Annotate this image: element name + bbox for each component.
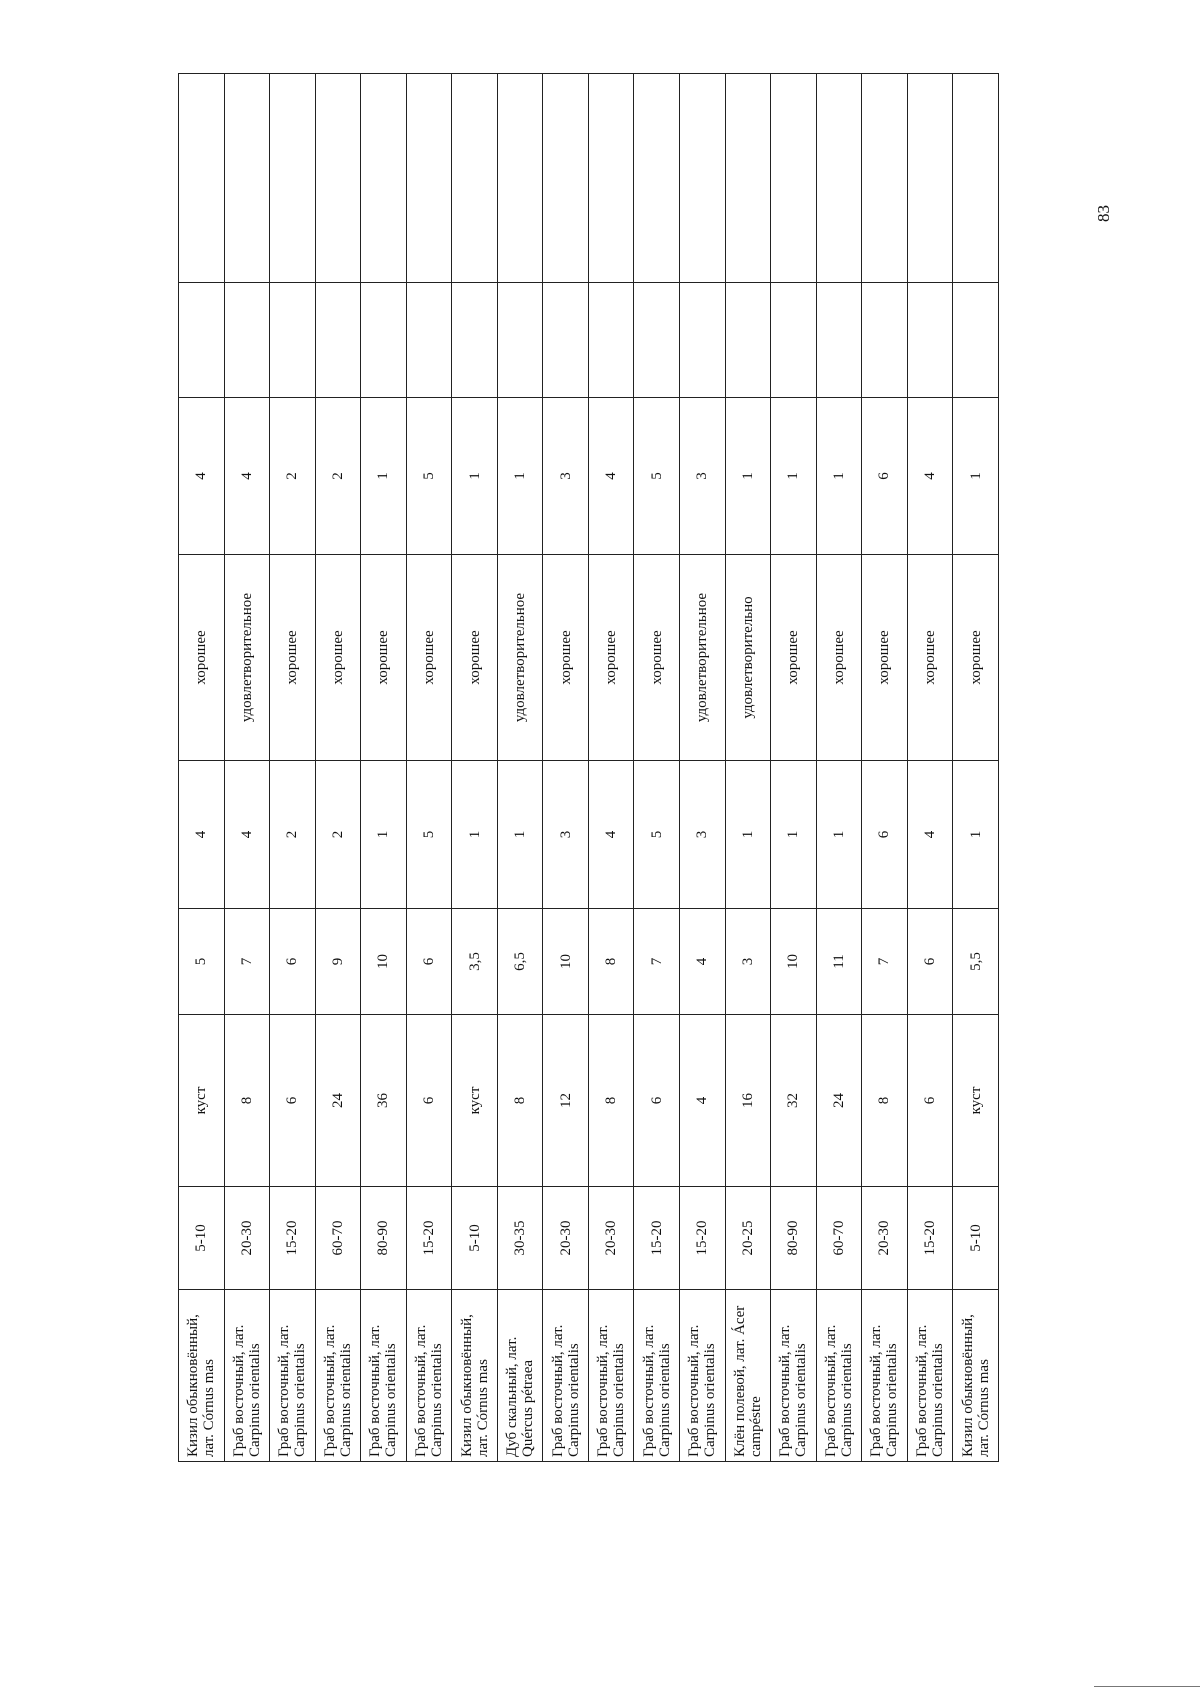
age-cell: 15-20 <box>680 1187 726 1290</box>
diameter-cell: куст <box>179 1015 225 1187</box>
height-cell: 3,5 <box>452 909 498 1015</box>
count-cell: 4 <box>224 761 270 909</box>
age-cell: 15-20 <box>634 1187 680 1290</box>
quantity-cell: 4 <box>907 398 953 555</box>
age-cell: 30-35 <box>497 1187 543 1290</box>
quantity-cell: 1 <box>816 398 862 555</box>
empty-cell-b <box>543 74 589 283</box>
diameter-cell: 36 <box>361 1015 407 1187</box>
count-cell: 3 <box>680 761 726 909</box>
quantity-cell: 3 <box>543 398 589 555</box>
empty-cell-b <box>680 74 726 283</box>
condition-cell: хорошее <box>953 555 999 761</box>
age-cell: 80-90 <box>771 1187 817 1290</box>
diameter-cell: 32 <box>771 1015 817 1187</box>
count-cell: 5 <box>634 761 680 909</box>
age-cell: 20-25 <box>725 1187 771 1290</box>
quantity-cell: 4 <box>588 398 634 555</box>
species-name-cell: Кизил обыкновённый, лат. Córnus mas <box>179 1290 225 1462</box>
quantity-cell: 5 <box>634 398 680 555</box>
empty-cell-a <box>907 283 953 398</box>
empty-cell-a <box>771 283 817 398</box>
count-cell: 2 <box>315 761 361 909</box>
age-cell: 15-20 <box>406 1187 452 1290</box>
age-cell: 5-10 <box>179 1187 225 1290</box>
quantity-cell: 1 <box>771 398 817 555</box>
diameter-cell: 24 <box>816 1015 862 1187</box>
quantity-cell: 1 <box>497 398 543 555</box>
empty-cell-b <box>588 74 634 283</box>
table-row <box>543 74 589 1462</box>
species-name-cell: Граб восточный, лат. Carpinus orientalis <box>315 1290 361 1462</box>
height-cell: 10 <box>771 909 817 1015</box>
age-cell: 20-30 <box>588 1187 634 1290</box>
height-cell: 6 <box>406 909 452 1015</box>
empty-cell-b <box>816 74 862 283</box>
diameter-cell: 8 <box>224 1015 270 1187</box>
empty-cell-a <box>179 283 225 398</box>
empty-cell-b <box>497 74 543 283</box>
quantity-cell: 1 <box>725 398 771 555</box>
diameter-cell: куст <box>452 1015 498 1187</box>
quantity-cell: 3 <box>680 398 726 555</box>
table-row <box>315 74 361 1462</box>
table-row <box>588 74 634 1462</box>
condition-cell: удовлетворительное <box>680 555 726 761</box>
quantity-cell: 4 <box>224 398 270 555</box>
count-cell: 1 <box>771 761 817 909</box>
height-cell: 7 <box>862 909 908 1015</box>
empty-cell-b <box>634 74 680 283</box>
table-row <box>270 74 316 1462</box>
age-cell: 80-90 <box>361 1187 407 1290</box>
quantity-cell: 1 <box>452 398 498 555</box>
height-cell: 11 <box>816 909 862 1015</box>
empty-cell-a <box>816 283 862 398</box>
diameter-cell: 24 <box>315 1015 361 1187</box>
empty-cell-a <box>588 283 634 398</box>
condition-cell: удовлетворительно <box>725 555 771 761</box>
empty-cell-a <box>497 283 543 398</box>
quantity-cell: 6 <box>862 398 908 555</box>
diameter-cell: 6 <box>406 1015 452 1187</box>
diameter-cell: 16 <box>725 1015 771 1187</box>
empty-cell-a <box>270 283 316 398</box>
count-cell: 4 <box>179 761 225 909</box>
table-row <box>224 74 270 1462</box>
empty-cell-b <box>224 74 270 283</box>
condition-cell: хорошее <box>452 555 498 761</box>
count-cell: 1 <box>361 761 407 909</box>
quantity-cell: 2 <box>315 398 361 555</box>
diameter-cell: 8 <box>588 1015 634 1187</box>
diameter-cell: 6 <box>270 1015 316 1187</box>
species-name-cell: Граб восточный, лат. Carpinus orientalis <box>361 1290 407 1462</box>
empty-cell-b <box>771 74 817 283</box>
rotated-page-content <box>178 74 1113 1462</box>
diameter-cell: 12 <box>543 1015 589 1187</box>
height-cell: 3 <box>725 909 771 1015</box>
species-name-cell: Граб восточный, лат. Carpinus orientalis <box>543 1290 589 1462</box>
age-cell: 20-30 <box>224 1187 270 1290</box>
table-row <box>771 74 817 1462</box>
count-cell: 1 <box>953 761 999 909</box>
condition-cell: хорошее <box>179 555 225 761</box>
diameter-cell: 6 <box>634 1015 680 1187</box>
empty-cell-a <box>406 283 452 398</box>
table-row <box>680 74 726 1462</box>
species-name-cell: Граб восточный, лат. Carpinus orientalis <box>270 1290 316 1462</box>
height-cell: 8 <box>588 909 634 1015</box>
empty-cell-a <box>725 283 771 398</box>
count-cell: 1 <box>452 761 498 909</box>
scan-edge-line <box>1094 1686 1200 1687</box>
empty-cell-b <box>452 74 498 283</box>
page-number: 83 <box>1094 205 1113 222</box>
condition-cell: удовлетворительное <box>224 555 270 761</box>
table-row <box>406 74 452 1462</box>
age-cell: 5-10 <box>452 1187 498 1290</box>
species-name-cell: Граб восточный, лат. Carpinus orientalis <box>634 1290 680 1462</box>
condition-cell: хорошее <box>543 555 589 761</box>
height-cell: 6 <box>270 909 316 1015</box>
condition-cell: хорошее <box>862 555 908 761</box>
count-cell: 1 <box>816 761 862 909</box>
age-cell: 20-30 <box>862 1187 908 1290</box>
age-cell: 60-70 <box>816 1187 862 1290</box>
condition-cell: удовлетворительное <box>497 555 543 761</box>
empty-cell-b <box>725 74 771 283</box>
empty-cell-a <box>224 283 270 398</box>
height-cell: 7 <box>634 909 680 1015</box>
diameter-cell: 8 <box>862 1015 908 1187</box>
condition-cell: хорошее <box>907 555 953 761</box>
empty-cell-b <box>361 74 407 283</box>
age-cell: 20-30 <box>543 1187 589 1290</box>
count-cell: 6 <box>862 761 908 909</box>
species-name-cell: Кизил обыкновённый, лат. Córnus mas <box>452 1290 498 1462</box>
height-cell: 6 <box>907 909 953 1015</box>
height-cell: 9 <box>315 909 361 1015</box>
quantity-cell: 1 <box>953 398 999 555</box>
height-cell: 10 <box>543 909 589 1015</box>
count-cell: 1 <box>497 761 543 909</box>
diameter-cell: 4 <box>680 1015 726 1187</box>
count-cell: 3 <box>543 761 589 909</box>
quantity-cell: 2 <box>270 398 316 555</box>
table-row <box>953 74 999 1462</box>
species-name-cell: Граб восточный, лат. Carpinus orientalis <box>680 1290 726 1462</box>
age-cell: 15-20 <box>907 1187 953 1290</box>
quantity-cell: 4 <box>179 398 225 555</box>
count-cell: 1 <box>725 761 771 909</box>
condition-cell: хорошее <box>771 555 817 761</box>
diameter-cell: куст <box>953 1015 999 1187</box>
empty-cell-a <box>634 283 680 398</box>
empty-cell-b <box>953 74 999 283</box>
count-cell: 4 <box>907 761 953 909</box>
count-cell: 2 <box>270 761 316 909</box>
species-name-cell: Граб восточный, лат. Carpinus orientalis <box>406 1290 452 1462</box>
condition-cell: хорошее <box>315 555 361 761</box>
species-name-cell: Кизил обыкновённый, лат. Córnus mas <box>953 1290 999 1462</box>
table-row <box>361 74 407 1462</box>
height-cell: 5,5 <box>953 909 999 1015</box>
table-row <box>816 74 862 1462</box>
empty-cell-a <box>862 283 908 398</box>
condition-cell: хорошее <box>361 555 407 761</box>
height-cell: 5 <box>179 909 225 1015</box>
height-cell: 7 <box>224 909 270 1015</box>
empty-cell-b <box>315 74 361 283</box>
height-cell: 6,5 <box>497 909 543 1015</box>
table-row <box>452 74 498 1462</box>
empty-cell-b <box>907 74 953 283</box>
height-cell: 4 <box>680 909 726 1015</box>
condition-cell: хорошее <box>270 555 316 761</box>
table-row <box>862 74 908 1462</box>
species-name-cell: Граб восточный, лат. Carpinus orientalis <box>588 1290 634 1462</box>
species-name-cell: Граб восточный, лат. Carpinus orientalis <box>816 1290 862 1462</box>
age-cell: 15-20 <box>270 1187 316 1290</box>
count-cell: 4 <box>588 761 634 909</box>
empty-cell-a <box>315 283 361 398</box>
count-cell: 5 <box>406 761 452 909</box>
empty-cell-a <box>361 283 407 398</box>
species-name-cell: Граб восточный, лат. Carpinus orientalis <box>224 1290 270 1462</box>
condition-cell: хорошее <box>816 555 862 761</box>
species-name-cell: Клён полевой, лат. Ácer campéstre <box>725 1290 771 1462</box>
quantity-cell: 1 <box>361 398 407 555</box>
age-cell: 60-70 <box>315 1187 361 1290</box>
empty-cell-a <box>680 283 726 398</box>
table-row <box>907 74 953 1462</box>
species-name-cell: Дуб скальный, лат. Quércus pétraea <box>497 1290 543 1462</box>
table-row <box>725 74 771 1462</box>
diameter-cell: 6 <box>907 1015 953 1187</box>
condition-cell: хорошее <box>634 555 680 761</box>
species-name-cell: Граб восточный, лат. Carpinus orientalis <box>771 1290 817 1462</box>
diameter-cell: 8 <box>497 1015 543 1187</box>
height-cell: 10 <box>361 909 407 1015</box>
table-row <box>497 74 543 1462</box>
quantity-cell: 5 <box>406 398 452 555</box>
table-body <box>179 74 999 1462</box>
table-row <box>634 74 680 1462</box>
empty-cell-b <box>862 74 908 283</box>
age-cell: 5-10 <box>953 1187 999 1290</box>
tree-inventory-table <box>178 73 999 1462</box>
empty-cell-b <box>179 74 225 283</box>
table-row <box>179 74 225 1462</box>
condition-cell: хорошее <box>406 555 452 761</box>
empty-cell-a <box>452 283 498 398</box>
species-name-cell: Граб восточный, лат. Carpinus orientalis <box>862 1290 908 1462</box>
empty-cell-b <box>406 74 452 283</box>
empty-cell-a <box>543 283 589 398</box>
species-name-cell: Граб восточный, лат. Carpinus orientalis <box>907 1290 953 1462</box>
empty-cell-a <box>953 283 999 398</box>
empty-cell-b <box>270 74 316 283</box>
condition-cell: хорошее <box>588 555 634 761</box>
